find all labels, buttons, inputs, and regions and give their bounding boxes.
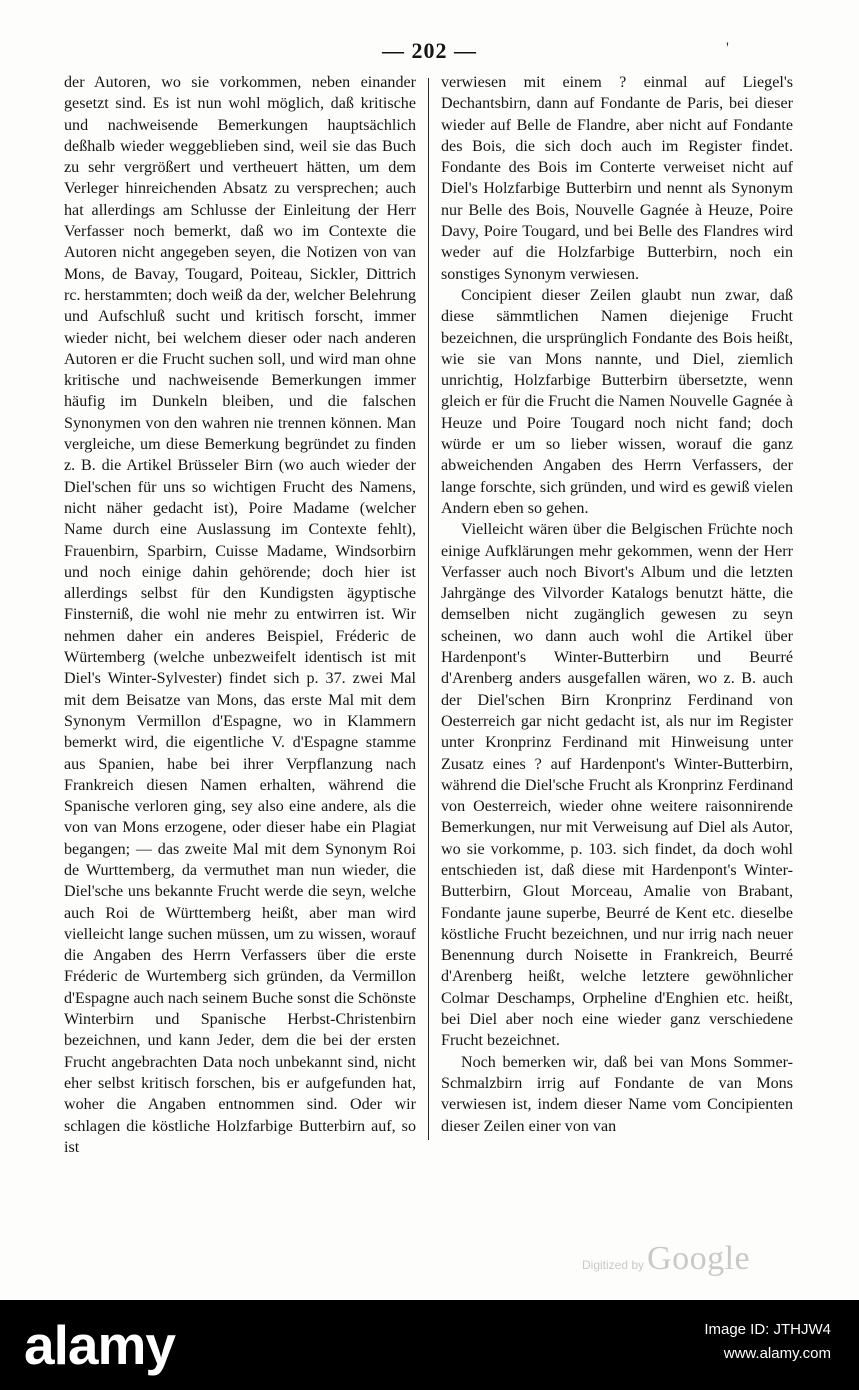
page-number: — 202 —: [382, 38, 477, 63]
paragraph: verwiesen mit einem ? einmal auf Liegel's Dechantsbirn, dann auf Fondante de Paris, bei dieser wieder auf Belle de Flandre, aber nicht auf Fondante des Bois, die sich doch auch im Register findet. Fondante des Bois im Conterte verweiset nicht auf Diel's Holzfarbige Butterbirn und nennt als Synonym nur Belle des Bois, Nouvelle Gagnée à Heuze, Poire Davy, Poire Tougard, und bei Belle des Flandres wird weder auf die Holzfarbige Butterbirn, noch ein sonstiges Synonym verwiesen.: [441, 74, 793, 283]
paragraph: Concipient dieser Zeilen glaubt nun zwar, daß diese sämmtlichen Namen diejenige Frucht bezeichnen, die ursprünglich Fondante des Bois heißt, wie sie van Mons nannte, und Diel, ziemlich unrichtig, Holzfarbige Butterbirn übersetzte, wenn gleich er für die Frucht die Namen Nouvelle Gagnée à Heuze und Poire Tougard noch nicht fand; doch würde er um so lieber wissen, worauf die ganz abweichenden Angaben des Herrn Verfassers, der lange forschte, sich gründen, und wird es gewiß vielen Andern eben so gehen.: [441, 286, 793, 517]
site-url-text: www.alamy.com: [723, 1345, 831, 1362]
alamy-logo: alamy: [24, 1314, 175, 1376]
paragraph: Vielleicht wären über die Belgischen Früchte noch einige Aufklärungen mehr gekommen, wenn der Herr Verfasser auch noch Bivort's Album und die letzten Jahrgänge des Vilvorder Katalogs benutzt hätte, die demselben nicht zugänglich gewesen zu seyn scheinen, wo dann auch wohl die Artikel über Hardenpont's Winter-Butterbirn und Beurré d'Arenberg anders ausgefallen wären, wo z. B. auch der Diel'schen Birn Kronprinz Ferdinand von Oesterreich gar nicht gedacht ist, als nur im Register unter Kronprinz Ferdinand mit Hinweisung unter Zusatz eines ? auf Hardenpont's Winter-Butterbirn, während die Diel'sche Frucht als Kronprinz Ferdinand von Oesterreich, wieder ohne weitere raisonnirende Bemerkungen, nur mit Verweisung auf Diel als Autor, wo sie vorkomme, p. 103. sich findet, da doch wohl entschieden ist, daß diese mit Hardenpont's Winter-Butterbirn, Glout Morceau, Amalie von Brabant, Fondante jaune superbe, Beurré de Kent etc. dieselbe köstliche Frucht bezeichnen, und nur irrig nach neuer Benennung durch Noisette in Frankreich, Beurré d'Arenberg heißt, welche letztere gewöhnlicher Colmar Deschamps, Orpheline d'Enghien etc. heißt, bei Diel aber noch eine wieder ganz verschiedene Frucht bezeichnet.: [441, 521, 793, 1050]
google-logo: Google: [647, 1240, 751, 1277]
image-id-text: Image ID: JTHJW4: [704, 1321, 831, 1338]
stock-footer-banner: [0, 1300, 859, 1390]
left-text-column: [64, 72, 416, 1158]
right-text-column: [441, 72, 793, 1137]
paragraph: der Autoren, wo sie vorkommen, neben einander gesetzt sind. Es ist nun wohl möglich, daß kritische und nachweisende Bemerkungen hauptsächlich deßhalb wieder weggeblieben sind, weil sie das Buch zu sehr vergrößert und vertheuert hätten, um dem Verleger hinreichenden Absatz zu versprechen; auch hat allerdings am Schlusse der Einleitung der Herr Verfasser noch bemerkt, daß wo im Contexte die Autoren nicht angegeben seyen, die Notizen von van Mons, de Bavay, Tougard, Poiteau, Sickler, Dittrich rc. herstammten; doch weiß da der, welcher Belehrung und Aufschluß sucht und kritisch forscht, immer wieder nicht, bei welchem dieser oder nach anderen Autoren er die Frucht suchen soll, und wird man ohne kritische und nachweisende Bemerkungen immer häufig im Dunkeln bleiben, und die falschen Synonymen von den wahren nie trennen können. Man vergleiche, um diese Bemerkung begründet zu finden z. B. die Artikel Brüsseler Birn (wo auch wieder der Diel'schen für uns so wichtigen Frucht des Namens, nicht näher gedacht ist), Poire Madame (welcher Name durch eine Auslassung im Contexte fehlt), Frauenbirn, Sparbirn, Cuisse Madame, Windsorbirn und noch einige dahin gehörende; doch hier ist allerdings selbst für den Kundigsten ägyptische Finsterniß, die wohl nie mehr zu entwirren ist. Wir nehmen daher ein anderes Beispiel, Fréderic de Würtemberg (welche unbezweifelt identisch ist mit Diel's Winter-Sylvester) findet sich p. 37. zwei Mal mit dem Beisatze van Mons, das erste Mal mit dem Synonym Vermillon d'Espagne, wo in Klammern bemerkt wird, die eigentliche V. d'Espagne stamme aus Spanien, habe bei ihrer Verpflanzung nach Frankreich diesen Namen erhalten, während die Spanische verloren ging, sey also eine andere, als die von van Mons erzogene, oder dieser habe ein Plagiat begangen; — das zweite Mal mit dem Synonym Roi de Wurttemberg, da vermuthet man nun wieder, die Diel'sche uns bekannte Frucht werde die seyn, welche auch Roi de Württemberg heißt, aber man wird vielleicht lange suchen müssen, um zu wissen, worauf die Angaben des Herrn Verfassers über die erste Fréderic de Wurtemberg sich gründen, da Vermillon d'Espagne auch nach seinem Buche sonst die Schönste Winterbirn und Spanische Herbst-Christenbirn bezeichnen, und kann Jeder, dem die bei der ersten Frucht angebrachten Data noch unbekannt sind, nicht eher selbst kritisch forschen, bis er aufgefunden hat, woher die Angaben entnommen sind. Oder wir schlagen die köstliche Holzfarbige Butterbirn auf, so ist: [64, 74, 416, 1156]
google-digitized-watermark: [582, 1240, 750, 1280]
watermark-prefix: Digitized by: [582, 1258, 645, 1272]
column-divider: [428, 78, 429, 1140]
paragraph: Noch bemerken wir, daß bei van Mons Sommer-Schmalzbirn irrig auf Fondante de van Mons verwiesen ist, indem dieser Name vom Concipienten dieser Zeilen einer von van: [441, 1053, 793, 1135]
margin-mark: ': [726, 40, 729, 57]
footer-info: [704, 1318, 831, 1366]
